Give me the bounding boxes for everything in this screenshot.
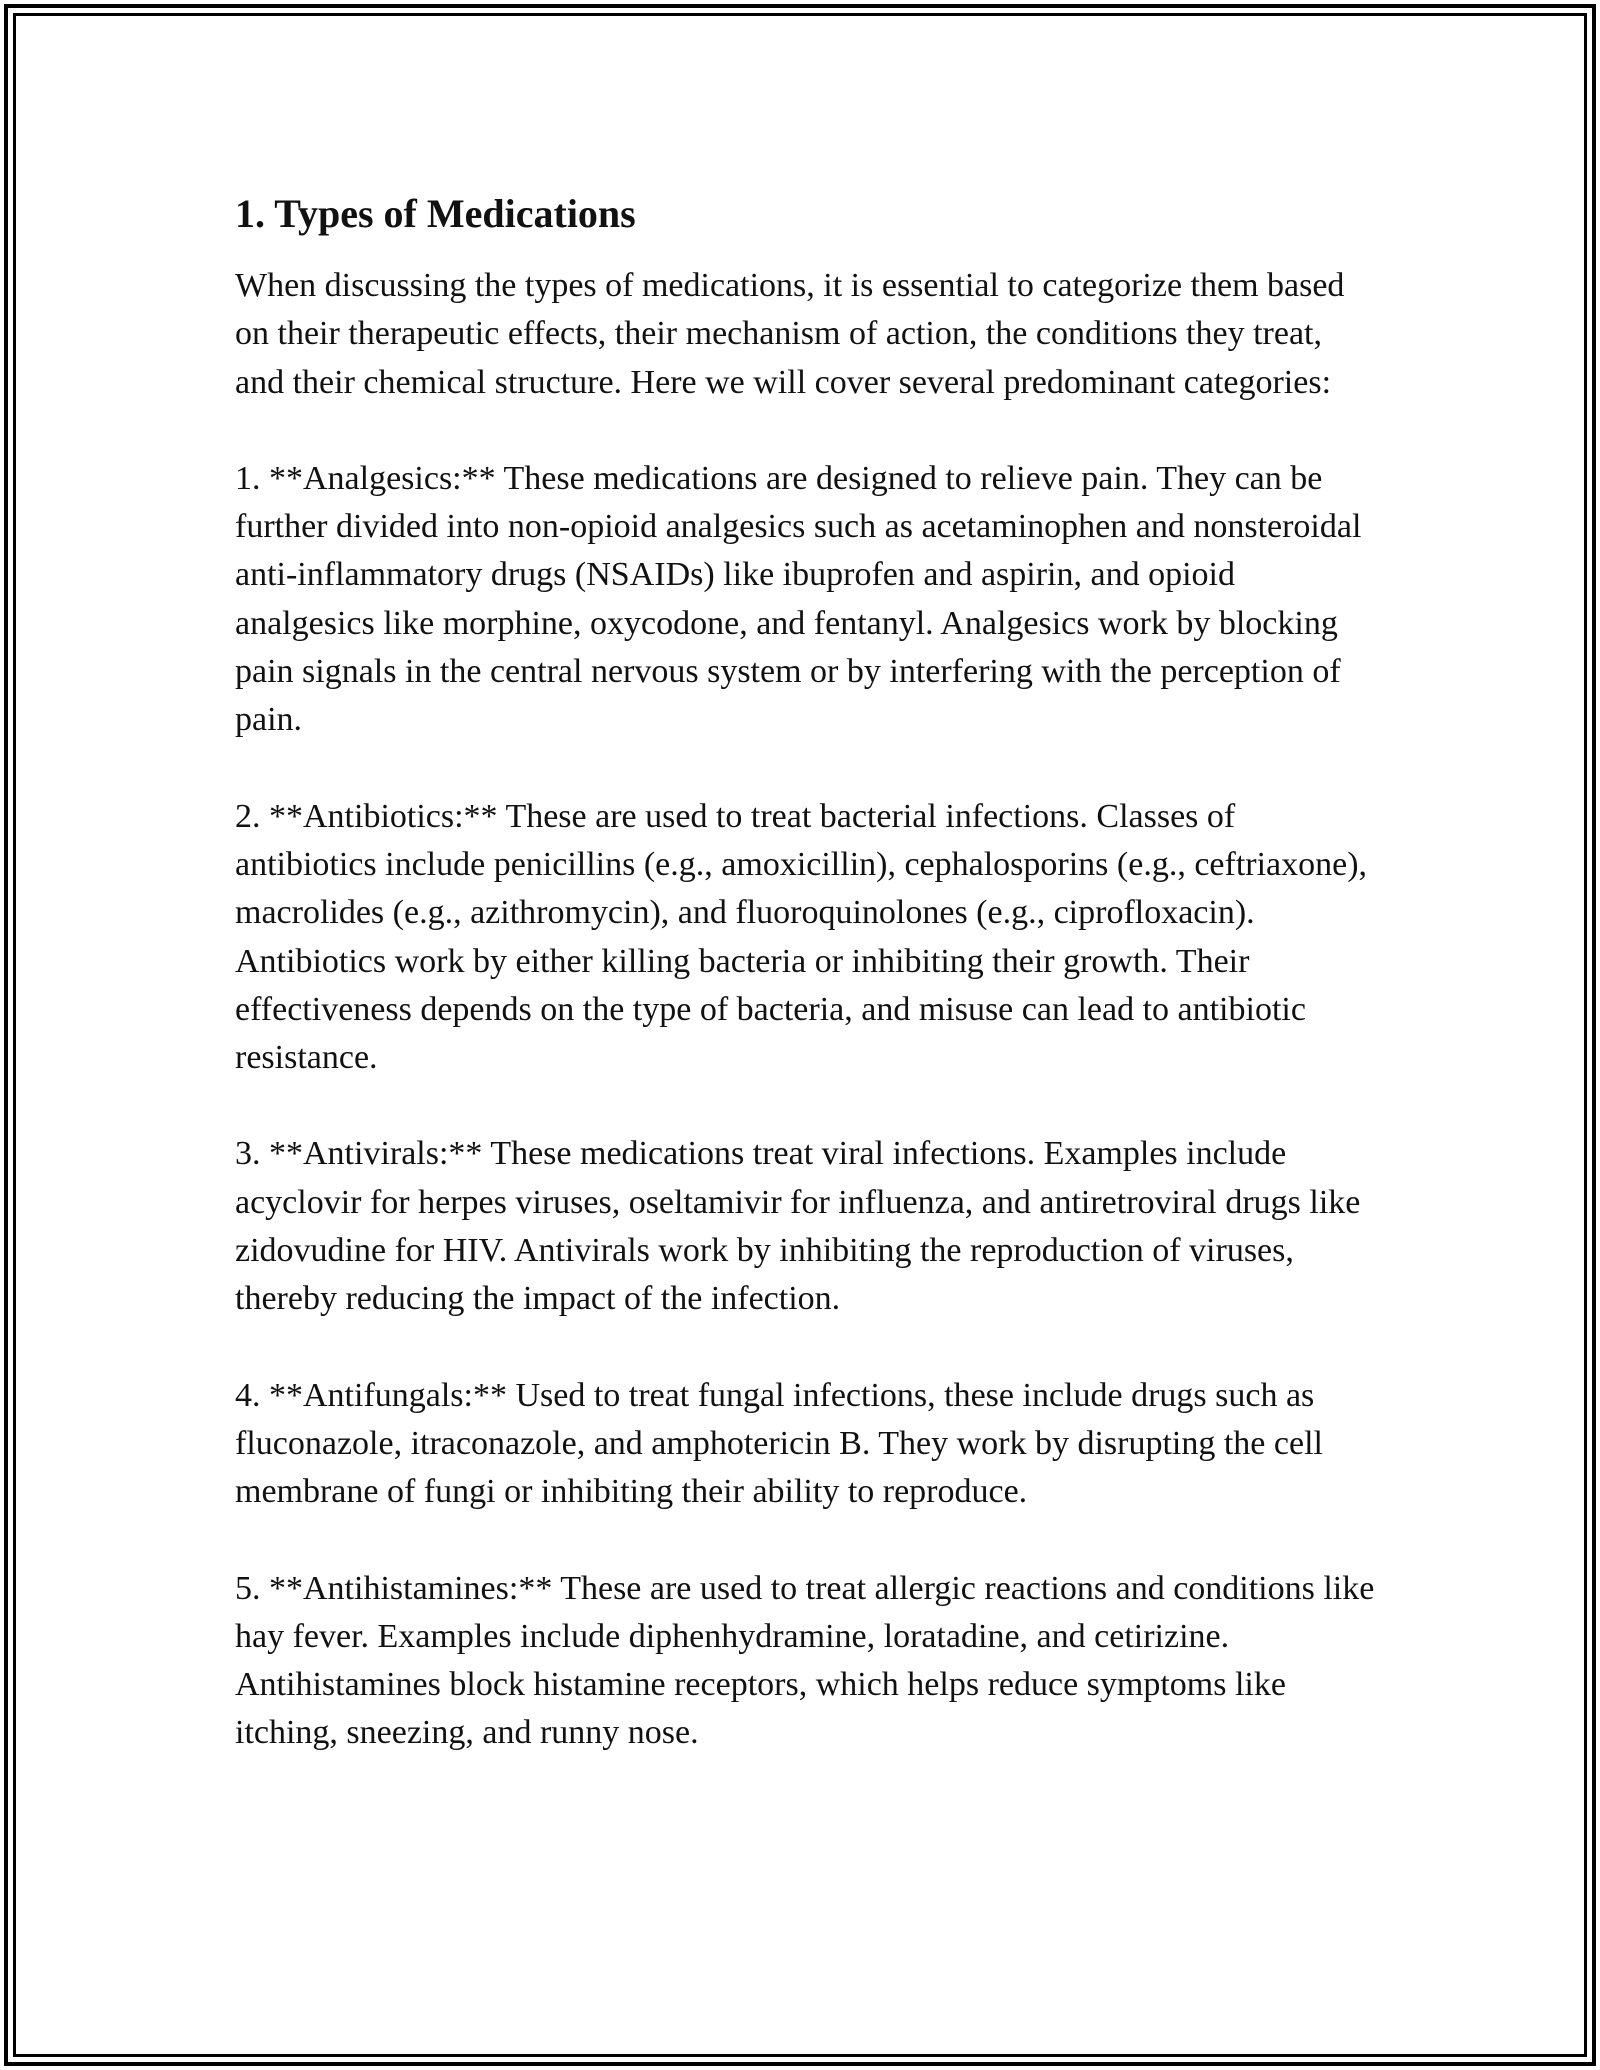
intro-paragraph: When discussing the types of medications, it is essential to categorize them based on their therapeutic effects, their mechanism of action, the conditions they treat, and their chemical structure. Here we will cover several predominant categories:	[235, 267, 1345, 401]
antivirals-paragraph: 3. **Antivirals:** These medications treat viral infections. Examples include acyclovir for herpes viruses, oseltamivir for influenza, and antiretroviral drugs like zidovudine for HIV. Antivirals work by inhibiting the reproduction of viruses, thereby reducing the impact of the infection.	[235, 1135, 1361, 1318]
document-body	[235, 188, 1375, 1806]
document-title: 1. Types of Medications	[235, 191, 636, 236]
antifungals-paragraph: 4. **Antifungals:** Used to treat fungal infections, these include drugs such as fluconazole, itraconazole, and amphotericin B. They work by disrupting the cell membrane of fungi or inhibiting their ability to reproduce.	[235, 1376, 1323, 1511]
antibiotics-paragraph: 2. **Antibiotics:** These are used to treat bacterial infections. Classes of antibiotics include penicillins (e.g., amoxicillin), cephalosporins (e.g., ceftriaxone), macrolides (e.g., azithromycin), and fluoroquinolones (e.g., ciprofloxacin). Antibiotics work by either killing bacteria or inhibiting their growth. Their effectiveness depends on the type of bacteria, and misuse can lead to antibiotic resistance.	[235, 797, 1368, 1077]
antihistamines-paragraph: 5. **Antihistamines:** These are used to treat allergic reactions and conditions like hay fever. Examples include diphenhydramine, loratadine, and cetirizine. Antihistamines block histamine receptors, which helps reduce symptoms like itching, sneezing, and runny nose.	[235, 1569, 1375, 1752]
analgesics-paragraph: 1. **Analgesics:** These medications are designed to relieve pain. They can be further divided into non-opioid analgesics such as acetaminophen and nonsteroidal anti-inflammatory drugs (NSAIDs) like ibuprofen and aspirin, and opioid analgesics like morphine, oxycodone, and fentanyl. Analgesics work by blocking pain signals in the central nervous system or by interfering with the perception of pain.	[235, 459, 1362, 739]
